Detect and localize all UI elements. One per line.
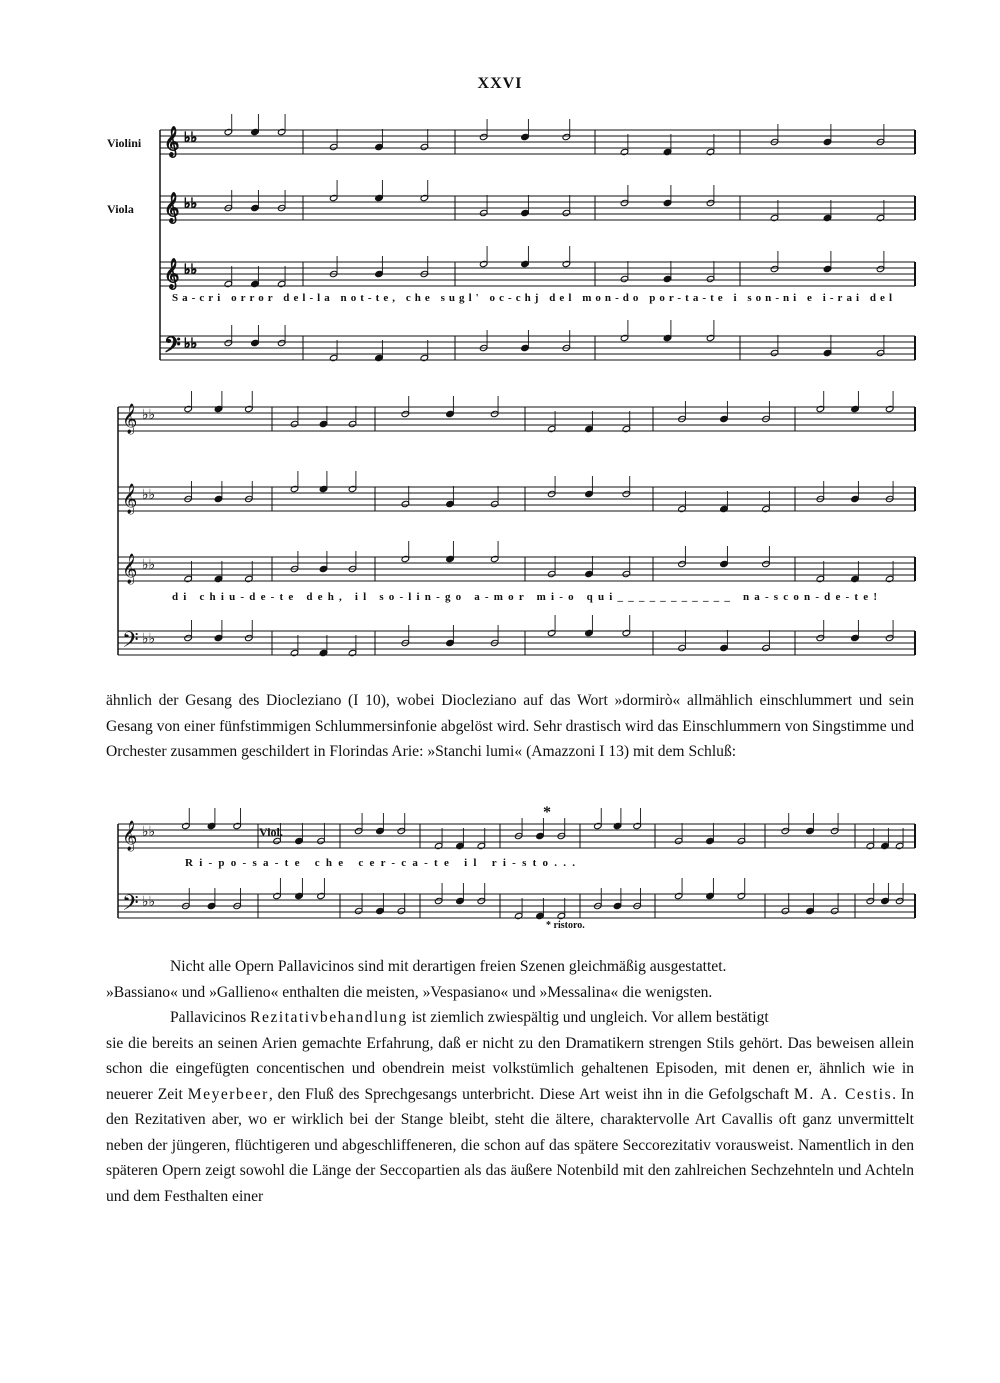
paragraph-line-2: »Bassiano« und »Gallieno« enthalten die meisten, »Vespasiano« und »Messalina« die wenigsten.	[106, 983, 713, 1001]
paragraph-line-1: Nicht alle Opern Pallavicinos sind mit derartigen freien Szenen gleichmäßig ausgestattet.	[170, 958, 727, 975]
key-signature-icon: ♭♭	[142, 631, 156, 647]
footnote-ristoro: * ristoro.	[546, 920, 585, 931]
score-system-3	[0, 800, 1000, 940]
staff	[118, 391, 915, 435]
staff	[118, 615, 915, 658]
staff	[160, 180, 915, 224]
paragraph-rest	[106, 1035, 914, 1205]
spaced-name-meyerbeer: Meyerbeer	[187, 1085, 269, 1103]
score-system-1	[0, 118, 1000, 388]
key-signature-icon: ♭♭	[184, 262, 198, 278]
clef-icon: 𝄞	[122, 554, 138, 584]
page-number: XXVI	[477, 75, 523, 92]
clef-icon: 𝄞	[164, 193, 180, 223]
paragraph-line-3-end: ist ziemlich zwiespältig und ungleich. Vor allem bestätigt	[407, 1009, 769, 1026]
staff	[160, 320, 915, 363]
lyrics-system-2: di chiu-de-te deh, il so-lin-go a-mor mi-o qui___________ na-scon-de-te!	[172, 591, 878, 603]
paragraph-line-3	[106, 1005, 914, 1031]
clef-icon: 𝄢	[122, 891, 139, 921]
clef-icon: 𝄞	[164, 127, 180, 157]
lyrics-system-1: Sa-cri orror del-la not-te, che sugl' oc-chj del mon-do por-ta-te i son-ni e i-rai del	[172, 292, 892, 304]
staff-label-violini: Violini	[107, 136, 142, 150]
asterisk-mark: *	[543, 804, 551, 821]
key-signature-icon: ♭♭	[142, 557, 156, 573]
staff	[118, 541, 915, 585]
staff-group	[160, 114, 915, 363]
key-signature-icon: ♭♭	[142, 824, 156, 840]
staff	[118, 471, 915, 515]
staff	[160, 114, 915, 158]
viol-label: Viol.	[259, 825, 283, 839]
key-signature-icon: ♭♭	[142, 894, 156, 910]
key-signature-icon: ♭♭	[184, 196, 198, 212]
key-signature-icon: ♭♭	[184, 336, 198, 352]
clef-icon: 𝄞	[122, 404, 138, 434]
clef-icon: 𝄢	[122, 628, 139, 658]
paragraph-rest-b: , den Fluß des Sprechgesangs unterbricht. Diese Art weist ihn in die Gefolgschaft	[268, 1085, 795, 1103]
paragraph-rest-a: sie die bereits an seinen Arien gemachte Erfahrung, daß er nicht zu den Dramatikern strengen Stils gehört. Das beweisen allein schon die eingefügten concentischen und obendrein meist volkstümlich gehaltenen Episoden, mit denen er, ähnlich wie in neuerer Zeit	[106, 1034, 914, 1103]
staff	[118, 808, 915, 852]
paragraph-line-3-start: Pallavicinos	[170, 1009, 251, 1026]
key-signature-icon: ♭♭	[184, 130, 198, 146]
score-system-2	[0, 395, 1000, 670]
clef-icon: 𝄞	[122, 821, 138, 851]
staff	[118, 878, 915, 921]
lyrics-system-3: Ri-po-sa-te che cer-ca-te il ri-sto...	[185, 857, 576, 869]
clef-icon: 𝄢	[164, 333, 181, 363]
staff-label-viola: Viola	[107, 202, 134, 216]
clef-icon: 𝄞	[164, 259, 180, 289]
key-signature-icon: ♭♭	[142, 407, 156, 423]
staff	[160, 246, 915, 290]
paragraph-rest-c: . In den Rezitativen aber, wo er wirklich bei der Stange bleibt, steht die ältere, charaktervolle Art Cavallis oft ganz unvermittelt neben der jüngeren, flüchtigeren und abgeschliffeneren, die schon auf das spätere Seccorezitativ vorausweist. Namentlich in den späteren Opern zeigt sowohl die Länge der Seccopartien als das äußere Notenbild mit den zahlreichen Sechzehnteln und Achteln und dem Festhalten einer	[106, 1085, 915, 1205]
spaced-term-rezitativbehandlung: Rezitativbehandlung	[250, 1009, 408, 1026]
paragraph-intro: ähnlich der Gesang des Diocleziano (I 10), wobei Diocleziano auf das Wort »dormirò« allmählich einschlummert und sein Gesang von einer fünfstimmigen Schlummersinfonie abgelöst wird. Sehr drastisch wird das Einschlummern von Singstimme und Orchester zusammen geschildert in Florindas Arie: »Stanchi lumi« (Amazzoni I 13) mit dem Schluß:	[106, 692, 914, 760]
clef-icon: 𝄞	[122, 484, 138, 514]
spaced-name-cesti: M. A. Cestis	[794, 1085, 893, 1103]
key-signature-icon: ♭♭	[142, 487, 156, 503]
paragraph-main	[106, 954, 914, 1209]
